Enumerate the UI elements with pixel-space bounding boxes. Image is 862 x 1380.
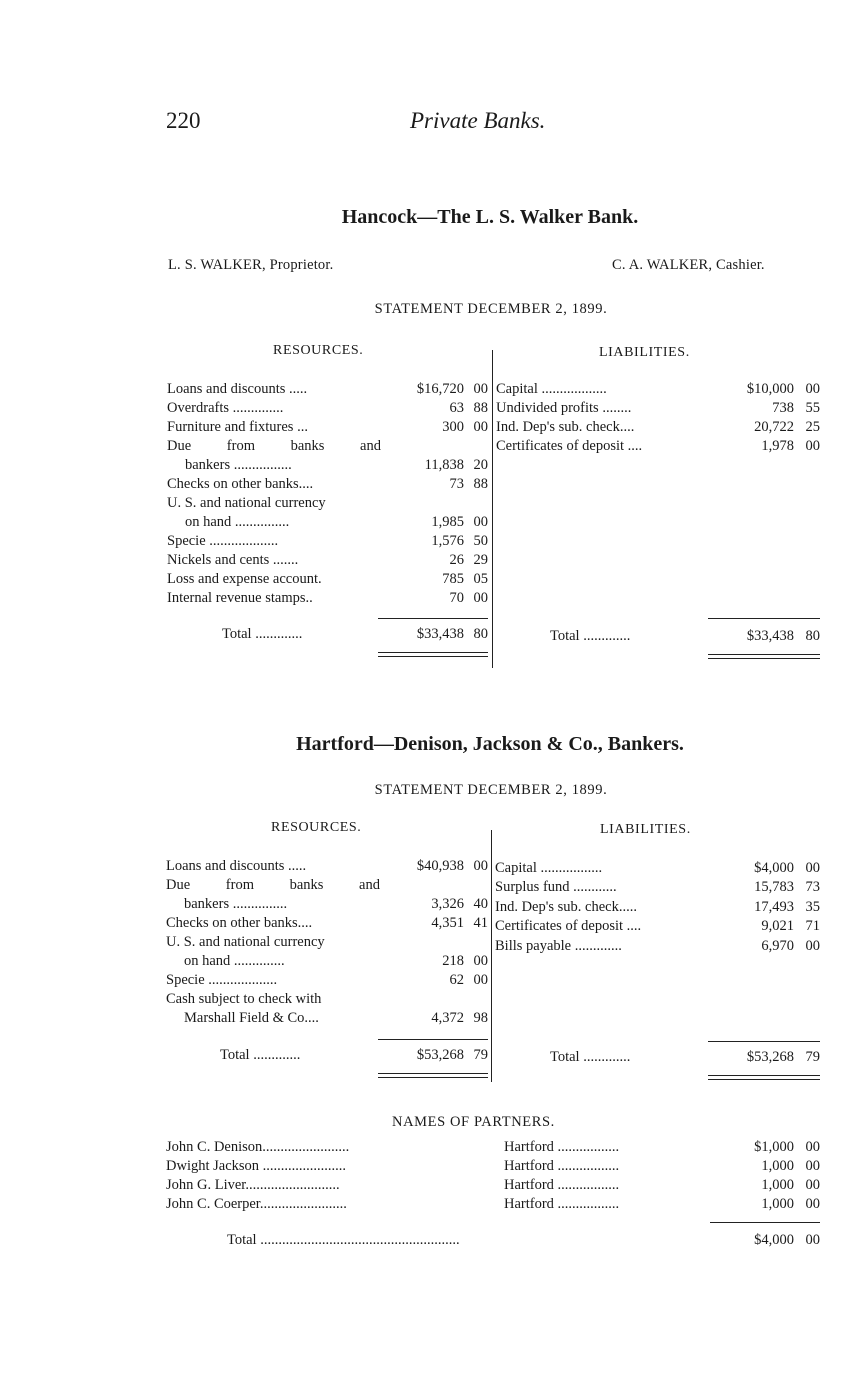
- partner-place: Hartford .................: [504, 1139, 620, 1155]
- partner-cents: 00: [805, 1177, 820, 1193]
- bank2-resource-row: [0, 971, 862, 990]
- bank2-resource-label: on hand ..............: [184, 953, 285, 969]
- bank2-liability-row: [0, 859, 862, 878]
- bank1-resource-cents: 88: [473, 400, 488, 416]
- bank2-liabilities-total-label: Total .............: [550, 1049, 631, 1065]
- bank1-liability-cents: 00: [805, 381, 820, 397]
- bank2-liability-label: Ind. Dep's sub. check.....: [495, 898, 637, 915]
- bank1-liabilities-double-rule-b: [708, 658, 820, 659]
- partner-amount: 1,000: [761, 1177, 794, 1193]
- bank2-resources-total-amount: $53,268: [416, 1047, 464, 1063]
- bank2-resource-cents: 00: [473, 858, 488, 874]
- bank2-liability-row: [0, 878, 862, 897]
- bank1-resource-cents: 00: [473, 590, 488, 606]
- bank2-resource-amount: 218: [442, 953, 464, 969]
- bank1-resource-label: Nickels and cents .......: [167, 552, 299, 568]
- bank1-resource-row: [0, 513, 862, 532]
- bank1-resources-total-amount: $33,438: [416, 626, 464, 642]
- partners-total-amount: $4,000: [754, 1232, 794, 1248]
- bank1-resource-amount: 1,985: [431, 514, 464, 530]
- bank1-resource-label: U. S. and national currency: [167, 495, 326, 511]
- bank2-resource-cents: 41: [473, 915, 488, 931]
- partner-place: Hartford .................: [504, 1196, 620, 1212]
- partner-amount: $1,000: [754, 1139, 794, 1155]
- bank1-liability-row: [0, 399, 862, 418]
- bank1-resource-row: [0, 532, 862, 551]
- bank1-resource-label: Loans and discounts .....: [167, 381, 308, 397]
- bank1-resource-cents: 05: [473, 571, 488, 587]
- bank2-resource-label: Loans and discounts .....: [166, 858, 307, 874]
- bank2-resource-label: U. S. and national currency: [166, 934, 325, 950]
- bank1-resources-double-rule-a: [378, 652, 488, 653]
- running-title: Private Banks.: [410, 108, 546, 133]
- partner-row: [0, 1138, 862, 1157]
- bank2-statement-date: STATEMENT DECEMBER 2, 1899.: [374, 782, 608, 798]
- bank1-liability-row: [0, 380, 862, 399]
- bank1-liabilities-total-amount: $33,438: [746, 628, 794, 644]
- bank1-liability-amount: $10,000: [746, 381, 794, 397]
- bank2-resources-total-label: Total .............: [220, 1047, 301, 1063]
- bank1-resource-row: [0, 475, 862, 494]
- bank2-liability-label: Certificates of deposit ....: [495, 918, 642, 935]
- bank2-resource-row: [0, 990, 862, 1009]
- bank2-resource-label: Due from banks and: [166, 877, 380, 893]
- partner-name: John C. Coerper........................: [166, 1196, 347, 1212]
- bank1-resource-label: Overdrafts ..............: [167, 400, 284, 416]
- bank1-resource-cents: 50: [473, 533, 488, 549]
- bank2-resource-amount: 3,326: [431, 896, 464, 912]
- bank2-resources-total-cents: 79: [473, 1047, 488, 1063]
- partners-total-rule: [710, 1222, 820, 1223]
- bank2-liabilities-double-rule-a: [708, 1075, 820, 1076]
- bank2-liability-amount: 17,493: [754, 898, 794, 915]
- partner-name: John C. Denison........................: [166, 1139, 350, 1155]
- bank2-resources-rule: [378, 1039, 488, 1040]
- bank1-resources-double-rule-b: [378, 656, 488, 657]
- bank2-resource-cents: 40: [473, 896, 488, 912]
- bank1-liability-label: Capital ..................: [496, 381, 607, 397]
- partners-total-label: Total .......................................................: [227, 1232, 460, 1248]
- bank2-resource-cents: 00: [473, 972, 488, 988]
- bank2-liabilities-rule: [708, 1041, 820, 1042]
- bank1-resource-label: on hand ...............: [185, 514, 290, 530]
- partner-place: Hartford .................: [504, 1177, 620, 1193]
- bank2-liability-row: [0, 917, 862, 936]
- bank2-liability-cents: 00: [805, 860, 820, 876]
- partner-row: [0, 1195, 862, 1214]
- bank1-resource-cents: 20: [473, 457, 488, 473]
- bank1-resource-cents: 00: [473, 514, 488, 530]
- bank2-liability-cents: 00: [805, 937, 820, 954]
- partner-name: John G. Liver..........................: [166, 1177, 340, 1193]
- bank1-liability-cents: 00: [805, 438, 820, 454]
- partner-amount: 1,000: [761, 1158, 794, 1174]
- bank1-liability-label: Certificates of deposit ....: [496, 438, 643, 454]
- partner-place: Hartford .................: [504, 1158, 620, 1174]
- bank2-resource-amount: $40,938: [416, 858, 464, 874]
- bank2-resource-amount: 4,351: [431, 915, 464, 931]
- bank1-liability-cents: 55: [805, 400, 820, 416]
- bank1-resource-row: [0, 570, 862, 589]
- bank1-resources-total-label: Total .............: [222, 626, 303, 642]
- partner-cents: 00: [805, 1139, 820, 1155]
- bank1-resource-label: Specie ...................: [167, 533, 279, 549]
- bank1-proprietor: L. S. WALKER, Proprietor.: [168, 257, 334, 273]
- bank1-resource-label: Internal revenue stamps..: [167, 590, 313, 606]
- bank1-liabilities-total-label: Total .............: [550, 628, 631, 644]
- partner-name: Dwight Jackson .......................: [166, 1158, 347, 1174]
- bank2-liabilities-double-rule-b: [708, 1079, 820, 1080]
- bank2-liability-amount: 9,021: [761, 918, 794, 935]
- bank1-resource-label: Checks on other banks....: [167, 476, 314, 492]
- bank2-liability-amount: $4,000: [754, 860, 794, 876]
- bank1-resource-amount: 11,838: [424, 457, 464, 473]
- bank2-liability-amount: 6,970: [761, 937, 794, 954]
- bank2-liability-label: Surplus fund ............: [495, 879, 617, 896]
- bank1-resource-amount: 26: [449, 552, 464, 568]
- bank2-liabilities-total-amount: $53,268: [746, 1049, 794, 1065]
- bank1-resource-label: bankers ................: [185, 457, 292, 473]
- bank1-cashier: C. A. WALKER, Cashier.: [612, 257, 765, 273]
- bank2-resource-row: [0, 1009, 862, 1028]
- bank2-resource-label: Marshall Field & Co....: [184, 1010, 319, 1026]
- bank1-liability-amount: 738: [772, 400, 794, 416]
- bank1-liabilities-rule: [708, 618, 820, 619]
- bank1-resource-amount: 300: [442, 419, 464, 435]
- partners-heading: NAMES OF PARTNERS.: [392, 1114, 555, 1130]
- bank1-resources-rule: [378, 618, 488, 619]
- bank1-resource-amount: 73: [449, 476, 464, 492]
- bank1-liability-row: [0, 418, 862, 437]
- bank1-resource-row: [0, 494, 862, 513]
- bank2-resource-cents: 00: [473, 953, 488, 969]
- bank1-resource-amount: 785: [442, 571, 464, 587]
- bank2-resource-cents: 98: [473, 1010, 488, 1026]
- bank1-resource-label: Loss and expense account.: [167, 571, 322, 587]
- bank2-liability-amount: 15,783: [754, 879, 794, 896]
- partner-row: [0, 1157, 862, 1176]
- bank1-title: Hancock—The L. S. Walker Bank.: [341, 206, 639, 228]
- bank1-resource-amount: $16,720: [416, 381, 464, 397]
- bank2-liability-cents: 73: [805, 879, 820, 896]
- bank1-statement-date: STATEMENT DECEMBER 2, 1899.: [374, 301, 608, 317]
- partner-cents: 00: [805, 1196, 820, 1212]
- bank2-liability-cents: 71: [805, 918, 820, 935]
- bank2-liability-label: Bills payable .............: [495, 937, 622, 954]
- partner-amount: 1,000: [761, 1196, 794, 1212]
- bank1-resource-cents: 29: [473, 552, 488, 568]
- bank1-liability-amount: 1,978: [761, 438, 794, 454]
- bank1-liability-cents: 25: [805, 419, 820, 435]
- bank2-liability-label: Capital .................: [495, 860, 603, 876]
- bank2-resource-amount: 62: [449, 972, 464, 988]
- bank2-resources-heading: RESOURCES.: [271, 820, 362, 835]
- partner-cents: 00: [805, 1158, 820, 1174]
- bank1-resource-cents: 88: [473, 476, 488, 492]
- bank1-resource-row: [0, 456, 862, 475]
- bank1-liabilities-heading: LIABILITIES.: [599, 345, 690, 360]
- bank1-resource-amount: 63: [449, 400, 464, 416]
- bank2-resource-label: Checks on other banks....: [166, 915, 313, 931]
- partners-total-cents: 00: [805, 1232, 820, 1248]
- bank2-resource-label: Cash subject to check with: [166, 991, 322, 1007]
- bank2-resources-double-rule-a: [378, 1073, 488, 1074]
- bank1-resource-cents: 00: [473, 419, 488, 435]
- bank2-title: Hartford—Denison, Jackson & Co., Bankers.: [296, 733, 684, 755]
- bank1-liabilities-double-rule-a: [708, 654, 820, 655]
- bank2-liability-cents: 35: [805, 898, 820, 915]
- partner-row: [0, 1176, 862, 1195]
- bank2-liabilities-heading: LIABILITIES.: [600, 822, 691, 837]
- bank1-liability-amount: 20,722: [754, 419, 794, 435]
- bank1-resource-amount: 1,576: [431, 533, 464, 549]
- bank1-resource-cents: 00: [473, 381, 488, 397]
- bank2-liability-row: [0, 898, 862, 917]
- bank1-liability-label: Ind. Dep's sub. check....: [496, 419, 635, 435]
- bank1-liabilities-total-cents: 80: [805, 628, 820, 644]
- bank2-liability-row: [0, 937, 862, 956]
- bank1-resource-amount: 70: [449, 590, 464, 606]
- bank2-resource-label: bankers ...............: [184, 896, 288, 912]
- bank1-resource-row: [0, 551, 862, 570]
- bank2-liabilities-total-cents: 79: [805, 1049, 820, 1065]
- bank2-resource-label: Specie ...................: [166, 972, 278, 988]
- bank1-resource-label: Due from banks and: [167, 438, 381, 454]
- bank2-resource-amount: 4,372: [431, 1010, 464, 1026]
- bank1-resources-heading: RESOURCES.: [273, 343, 364, 358]
- bank1-resources-total-cents: 80: [473, 626, 488, 642]
- bank1-liability-row: [0, 437, 862, 456]
- bank1-liability-label: Undivided profits ........: [496, 400, 632, 416]
- page-number: 220: [166, 108, 201, 133]
- bank2-resources-double-rule-b: [378, 1077, 488, 1078]
- bank1-resource-row: [0, 589, 862, 608]
- bank1-resource-label: Furniture and fixtures ...: [167, 419, 308, 435]
